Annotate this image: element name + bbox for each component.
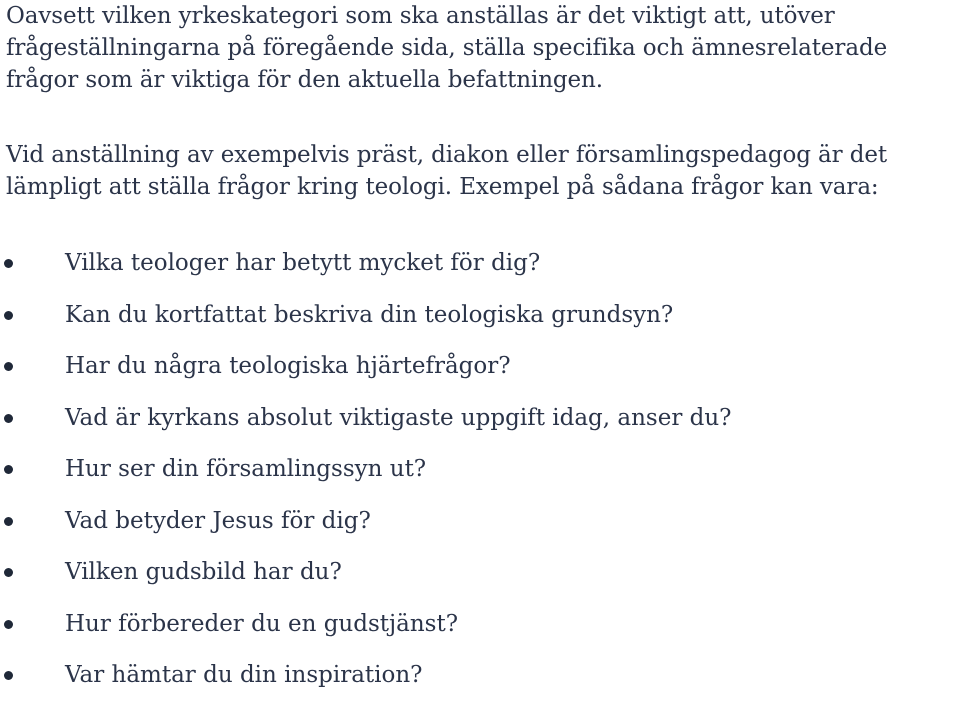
bullet-icon <box>4 311 13 320</box>
question-item <box>0 650 959 702</box>
intro-paragraph <box>6 0 887 96</box>
question-text: Hur ser din församlingssyn ut? <box>65 456 427 482</box>
question-text: Har du några teologiska hjärtefrågor? <box>65 353 511 379</box>
question-text: Vilka teologer har betytt mycket för dig? <box>65 250 541 276</box>
intro-line: frågor som är viktiga för den aktuella befattningen. <box>6 67 603 93</box>
bullet-icon <box>4 568 13 577</box>
question-item <box>0 547 959 599</box>
question-item <box>0 290 959 342</box>
question-text: Hur förbereder du en gudstjänst? <box>65 610 459 637</box>
intro-line: Oavsett vilken yrkeskategori som ska anställas är det viktigt att, utöver <box>6 3 835 29</box>
question-text: Kan du kortfattat beskriva din teologiska grundsyn? <box>65 301 674 328</box>
bullet-icon <box>4 517 13 526</box>
intro-line: frågeställningarna på föregående sida, ställa specifika och ämnesrelaterade <box>6 35 888 61</box>
theology-intro-line: Vid anställning av exempelvis präst, diakon eller församlingspedagog är det <box>6 142 888 168</box>
question-item <box>0 238 959 290</box>
question-item <box>0 496 959 548</box>
question-text: Vad är kyrkans absolut viktigaste uppgift idag, anser du? <box>65 404 732 431</box>
question-item <box>0 444 959 496</box>
bullet-icon <box>4 362 13 371</box>
theology-intro-line: lämpligt att ställa frågor kring teologi. Exempel på sådana frågor kan vara: <box>6 174 879 200</box>
question-item <box>0 393 959 445</box>
bullet-icon <box>4 465 13 474</box>
bullet-icon <box>4 259 13 268</box>
question-list <box>0 238 959 702</box>
bullet-icon <box>4 671 13 680</box>
question-text: Vilken gudsbild har du? <box>65 559 342 585</box>
bullet-icon <box>4 414 13 423</box>
question-text: Var hämtar du din inspiration? <box>65 662 423 688</box>
question-item <box>0 599 959 651</box>
question-item <box>0 341 959 393</box>
bullet-icon <box>4 620 13 629</box>
theology-intro-paragraph <box>6 139 887 203</box>
question-text: Vad betyder Jesus för dig? <box>65 507 371 534</box>
